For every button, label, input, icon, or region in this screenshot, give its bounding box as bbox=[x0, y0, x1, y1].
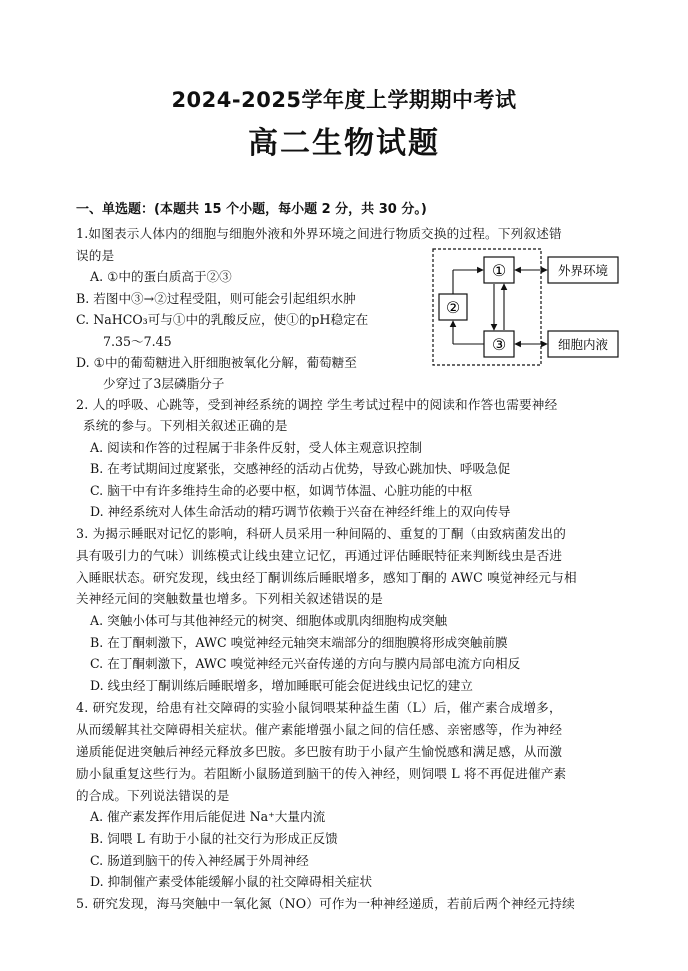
q4-option-a: A. 催产素发挥作用后能促进 Na⁺大量内流 bbox=[90, 809, 326, 824]
q2-stem-line1: 2. 人的呼吸、心跳等，受到神经系统的调控 学生考试过程中的阅读和作答也需要神经 bbox=[76, 397, 558, 412]
intracellular-label: 细胞内液 bbox=[557, 337, 609, 352]
q3-stem-line4: 关神经元间的突触数量也增多。下列相关叙述错误的是 bbox=[76, 591, 384, 606]
q1-option-d-line1: D. ①中的葡萄糖进入肝细胞被氧化分解，葡萄糖至 bbox=[76, 355, 357, 370]
q3-option-b: B. 在丁酮刺激下，AWC 嗅觉神经元轴突末端部分的细胞膜将形成突触前膜 bbox=[90, 635, 508, 650]
q3-option-c: C. 在丁酮刺激下，AWC 嗅觉神经元兴奋传递的方向与膜内局部电流方向相反 bbox=[90, 656, 521, 671]
q2-option-b: B. 在考试期间过度紧张，交感神经的活动占优势，导致心跳加快、呼吸急促 bbox=[90, 461, 511, 476]
q4-option-d: D. 抑制催产素受体能缓解小鼠的社交障碍相关症状 bbox=[90, 874, 373, 889]
q4-stem-line5: 的合成。下列说法错误的是 bbox=[76, 788, 230, 803]
q4-stem-line4: 励小鼠重复这些行为。若阻断小鼠肠道到脑干的传入神经，则饲喂 L 将不再促进催产素 bbox=[76, 766, 567, 781]
q2-option-d: D. 神经系统对人体生命活动的精巧调节依赖于兴奋在神经纤维上的双向传导 bbox=[90, 504, 511, 519]
q1-option-a: A. ①中的蛋白质高于②③ bbox=[90, 269, 232, 284]
q4-stem-line1: 4. 研究发现，给患有社交障碍的实验小鼠饲喂某种益生菌（L）后，催产素合成增多， bbox=[76, 700, 562, 715]
node-3-label: ③ bbox=[491, 335, 507, 354]
q2-option-a: A. 阅读和作答的过程属于非条件反射，受人体主观意识控制 bbox=[90, 440, 422, 455]
q5-stem-line1: 5. 研究发现，海马突触中一氧化氮（NO）可作为一种神经递质，若前后两个神经元持续 bbox=[76, 896, 575, 911]
q2-stem-line2: 系统的参与。下列相关叙述正确的是 bbox=[83, 418, 288, 433]
q3-option-a: A. 突触小体可与其他神经元的树突、细胞体或肌肉细胞构成突触 bbox=[90, 613, 448, 628]
q3-stem-line3: 入睡眠状态。研究发现，线虫经丁酮训练后睡眠增多，感知丁酮的 AWC 嗅觉神经元与相 bbox=[76, 570, 577, 585]
q1-option-c-line2: 7.35～7.45 bbox=[103, 334, 172, 349]
node-1-label: ① bbox=[491, 261, 507, 280]
q3-stem-line1: 3. 为揭示睡眠对记忆的影响，科研人员采用一种间隔的、重复的丁酮（由致病菌发出的 bbox=[76, 526, 566, 541]
q1-stem-line1: 1.如图表示人体内的细胞与细胞外液和外界环境之间进行物质交换的过程。下列叙述错 bbox=[76, 226, 562, 241]
q1-option-b: B. 若图中③→②过程受阻，则可能会引起组织水肿 bbox=[76, 291, 356, 306]
exam-title: 2024-2025学年度上学期期中考试 bbox=[171, 88, 517, 112]
node-2-label: ② bbox=[445, 298, 461, 317]
q4-option-c: C. 肠道到脑干的传入神经属于外周神经 bbox=[90, 853, 309, 868]
q3-stem-line2: 具有吸引力的气味）训练模式让线虫建立记忆，再通过评估睡眠特征来判断线虫是否进 bbox=[76, 548, 563, 563]
q3-option-d: D. 线虫经丁酮训练后睡眠增多，增加睡眠可能会促进线虫记忆的建立 bbox=[90, 678, 473, 693]
outer-env-label: 外界环境 bbox=[557, 263, 609, 278]
subject-title: 高二生物试题 bbox=[248, 126, 440, 161]
q4-stem-line3: 递质能促进突触后神经元释放多巴胺。多巴胺有助于小鼠产生愉悦感和满足感，从而激 bbox=[76, 744, 563, 759]
section-heading: 一、单选题：(本题共 15 个小题，每小题 2 分，共 30 分。) bbox=[76, 202, 427, 217]
q1-stem-line2: 误的是 bbox=[76, 248, 115, 263]
q4-stem-line2: 从而缓解其社交障碍相关症状。催产素能增强小鼠之间的信任感、亲密感等，作为神经 bbox=[76, 722, 563, 737]
body-fluid-diagram bbox=[432, 248, 622, 366]
q2-option-c: C. 脑干中有许多维持生命的必要中枢，如调节体温、心脏功能的中枢 bbox=[90, 483, 473, 498]
q1-option-c-line1: C. NaHCO₃可与①中的乳酸反应，使①的pH稳定在 bbox=[76, 312, 369, 327]
q4-option-b: B. 饲喂 L 有助于小鼠的社交行为形成正反馈 bbox=[90, 831, 338, 846]
q1-option-d-line2: 少穿过了3层磷脂分子 bbox=[103, 376, 225, 391]
